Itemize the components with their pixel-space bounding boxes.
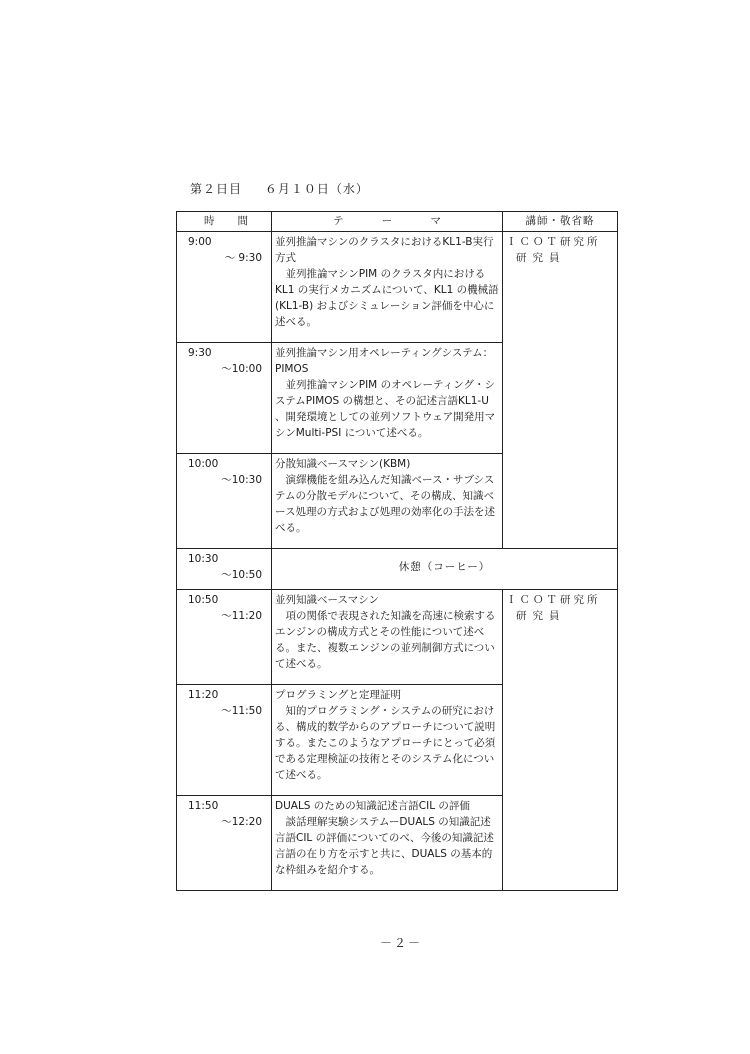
session-title: 分散知識ベースマシン(KBM): [275, 458, 411, 470]
session-title: プログラミングと定理証明: [275, 689, 401, 701]
theme-cell: [272, 232, 503, 343]
session-title: 並列推論マシンのクラスタにおけるKL1-B実行方式: [275, 236, 494, 264]
date-label: ６月１０日（水）: [264, 182, 369, 196]
theme-cell: [272, 590, 503, 685]
end-time: ～10:50: [221, 569, 262, 581]
time-cell: [177, 343, 272, 454]
start-time: 11:50: [188, 800, 219, 812]
session-description: 知的プログラミング・システムの研究における、構成的数学からのアプローチについて説明する。またこのようなアプローチにとって必須である定理検証の技術とそのシステム化について述べる。: [275, 705, 496, 781]
time-cell: [177, 232, 272, 343]
time-header-char-1: 時: [204, 215, 215, 227]
start-time: 11:20: [188, 689, 219, 701]
header-row: [177, 212, 618, 232]
time-cell: [177, 590, 272, 685]
theme-cell: [272, 454, 503, 549]
session-description: 並列推論マシンPIM のオペレーティング・システムPIMOS の構想と、その記述言語KL1-U 、開発環境としての並列ソフトウェア開発用マシンMulti-PSI について述べる。: [275, 379, 496, 439]
theme-cell: [272, 343, 503, 454]
break-label: 休憩（コーヒー）: [398, 561, 491, 573]
end-time: ～12:20: [221, 816, 262, 828]
end-time: ～11:50: [221, 705, 262, 717]
session-description: 演繹機能を組み込んだ知識ベース・サブシステムの分散モデルについて、その構成、知識ベース処理の方式および処理の効率化の手法を述べる。: [275, 474, 495, 534]
session-description: 並列推論マシンPIM のクラスタ内におけるKL1 の実行メカニズムについて、KL1 の機械語(KL1-B) およびシミュレーション評価を中心に述べる。: [275, 268, 499, 328]
end-time: ～ 9:30: [224, 252, 262, 264]
day-label: 第２日目: [190, 182, 243, 196]
start-time: 9:00: [188, 236, 212, 248]
session-description: 項の関係で表現された知識を高速に検索するエンジンの構成方式とその性能について述べる。また、複数エンジンの並列制御方式について述べる。: [275, 610, 496, 670]
lecturer-org: ＩＣＯＴ研究所: [506, 594, 601, 606]
end-time: ～10:00: [221, 363, 262, 375]
schedule-table: [176, 211, 618, 891]
day-heading: [190, 180, 369, 197]
break-cell: [272, 549, 618, 590]
break-row: [177, 549, 618, 590]
lecturer-header: [503, 212, 618, 232]
time-cell: [177, 454, 272, 549]
theme-header-char-2: ー: [381, 215, 393, 227]
table-row: [177, 232, 618, 343]
start-time: 10:50: [188, 594, 219, 606]
time-cell: [177, 549, 272, 590]
page-number: －２－: [380, 936, 423, 950]
time-header-char-2: 間: [237, 215, 248, 227]
time-header: [177, 212, 272, 232]
time-cell: [177, 796, 272, 891]
start-time: 9:30: [188, 347, 212, 359]
lecturer-role: 研究員: [516, 610, 566, 622]
lecturer-cell: [503, 232, 618, 549]
lecturer-cell: [503, 590, 618, 891]
theme-cell: [272, 685, 503, 796]
end-time: ～10:30: [221, 474, 262, 486]
session-description: 談話理解実験システムーDUALS の知識記述言語CIL の評価についてのべ、今後の知識記述言語の在り方を示すと共に、DUALS の基本的な枠組みを紹介する。: [275, 816, 494, 876]
end-time: ～11:20: [221, 610, 262, 622]
session-title: DUALS のための知識記述言語CIL の評価: [275, 800, 470, 812]
theme-header: [272, 212, 503, 232]
time-cell: [177, 685, 272, 796]
theme-header-char-3: マ: [430, 215, 441, 227]
lecturer-header-label: 講師・敬省略: [525, 215, 595, 227]
lecturer-org: ＩＣＯＴ研究所: [506, 236, 601, 248]
start-time: 10:00: [188, 458, 219, 470]
theme-cell: [272, 796, 503, 891]
session-title: 並列知識ベースマシン: [275, 594, 380, 606]
start-time: 10:30: [188, 553, 219, 565]
theme-header-char-1: テ: [333, 215, 344, 227]
lecturer-role: 研究員: [516, 252, 566, 264]
session-title: 並列推論マシン用オペレーティングシステム：PIMOS: [275, 347, 494, 375]
table-row: [177, 590, 618, 685]
